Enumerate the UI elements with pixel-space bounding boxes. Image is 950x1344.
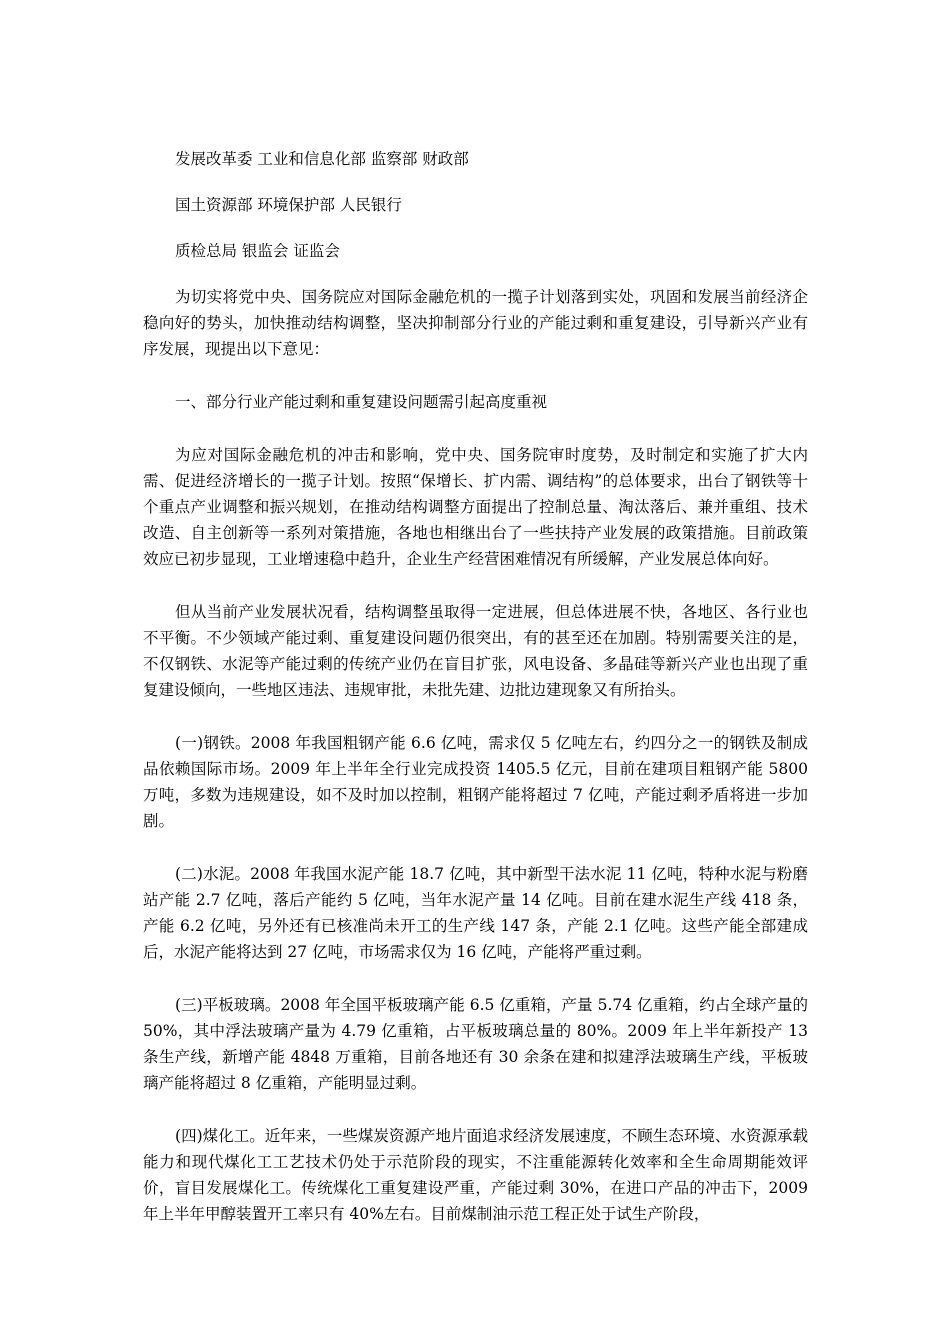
paragraph-cement: (二)水泥。2008 年我国水泥产能 18.7 亿吨，其中新型干法水泥 11 亿吨，特种水泥与粉磨站产能 2.7 亿吨，落后产能约 5 亿吨，当年水泥产量 14 亿吨。目前在建水泥生产线 418 条，产能 6.2 亿吨，另外还有已核准尚未开工的生产线 147 条，产能 2.1 亿吨。这些产能全部建成后，水泥产能将达到 27 亿吨，市场需求仅为 16 亿吨，产能将严重过剩。 <box>143 865 808 961</box>
paragraph-response: 为应对国际金融危机的冲击和影响，党中央、国务院审时度势，及时制定和实施了扩大内需、促进经济增长的一揽子计划。按照“保增长、扩内需、调结构”的总体要求，出台了钢铁等十个重点产业调整和振兴规划，在推动结构调整方面提出了控制总量、淘汰落后、兼并重组、技术改造、自主创新等一系列对策措施，各地也相继出台了一些扶持产业发展的政策措施。目前政策效应已初步显现，工业增速稳中趋升，企业生产经营困难情况有所缓解，产业发展总体向好。 <box>143 446 808 568</box>
paragraph-coal-chemical: (四)煤化工。近年来，一些煤炭资源产地片面追求经济发展速度，不顾生态环境、水资源承载能力和现代煤化工工艺技术仍处于示范阶段的现实，不注重能源转化效率和全生命周期能效评价，盲目发展煤化工。传统煤化工重复建设严重，产能过剩 30%，在进口产品的冲击下，2009 年上半年甲醇装置开工率只有 40%左右。目前煤制油示范工程正处于试生产阶段， <box>143 1127 808 1223</box>
department-line-1: 发展改革委 工业和信息化部 监察部 财政部 <box>175 150 469 168</box>
intro-paragraph: 为切实将党中央、国务院应对国际金融危机的一揽子计划落到实处，巩固和发展当前经济企稳向好的势头，加快推动结构调整，坚决抑制部分行业的产能过剩和重复建设，引导新兴产业有序发展，现提出以下意见： <box>143 288 808 358</box>
paragraph-steel: (一)钢铁。2008 年我国粗钢产能 6.6 亿吨，需求仅 5 亿吨左右，约四分之一的钢铁及制成品依赖国际市场。2009 年上半年全行业完成投资 1405.5 亿元，目前在建项目粗钢产能 5800 万吨，多数为违规建设，如不及时加以控制，粗钢产能将超过 7 亿吨，产能过剩矛盾将进一步加剧。 <box>143 734 808 830</box>
department-line-2: 国土资源部 环境保护部 人民银行 <box>175 196 402 214</box>
document-body <box>143 146 808 1227</box>
department-line-3: 质检总局 银监会 证监会 <box>175 242 340 260</box>
paragraph-current-status: 但从当前产业发展状况看，结构调整虽取得一定进展，但总体进展不快，各地区、各行业也不平衡。不少领域产能过剩、重复建设问题仍很突出，有的甚至还在加剧。特别需要关注的是，不仅钢铁、水泥等产能过剩的传统产业仍在盲目扩张，风电设备、多晶硅等新兴产业也出现了重复建设倾向，一些地区违法、违规审批，未批先建、边批边建现象又有所抬头。 <box>143 603 808 699</box>
paragraph-flat-glass: (三)平板玻璃。2008 年全国平板玻璃产能 6.5 亿重箱，产量 5.74 亿重箱，约占全球产量的 50%，其中浮法玻璃产量为 4.79 亿重箱，占平板玻璃总量的 80%。2009 年上半年新投产 13 条生产线，新增产能 4848 万重箱，目前各地还有 30 余条在建和拟建浮法玻璃生产线，平板玻璃产能将超过 8 亿重箱，产能明显过剩。 <box>143 996 808 1092</box>
section-heading-1: 一、部分行业产能过剩和重复建设问题需引起高度重视 <box>175 393 548 411</box>
